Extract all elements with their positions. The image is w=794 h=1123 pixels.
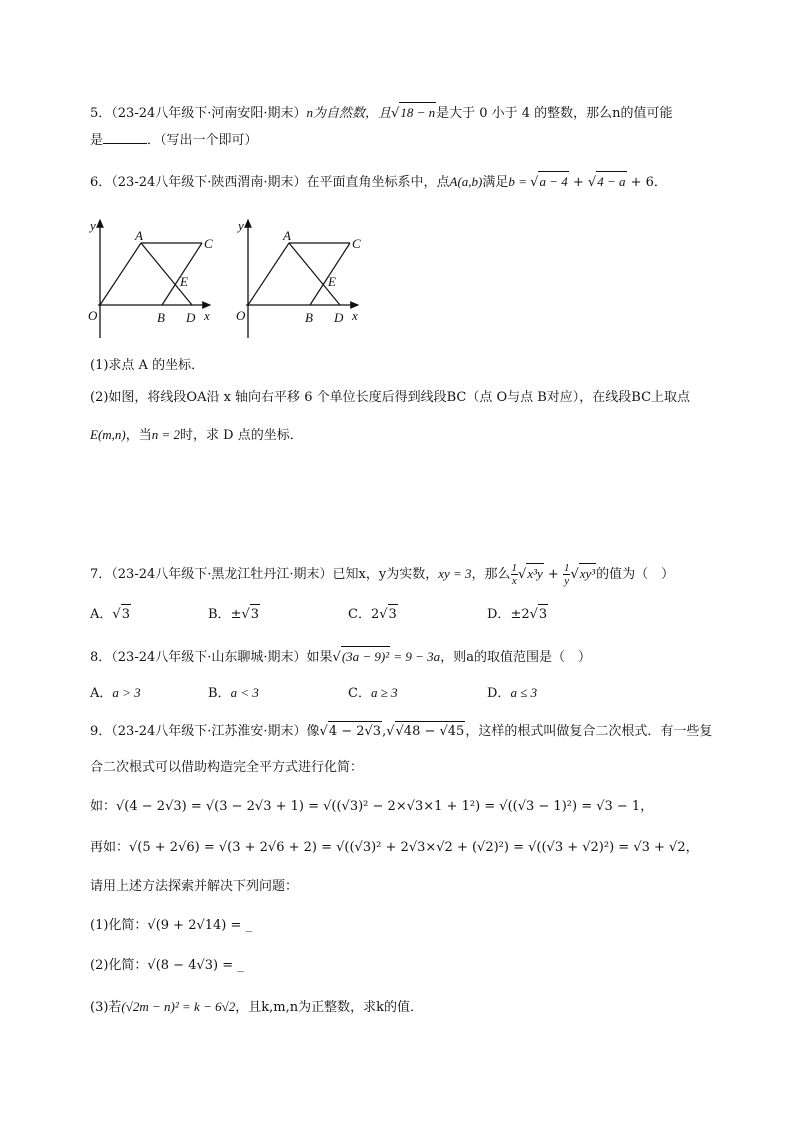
option-label: D． [487, 607, 511, 622]
q9-part-1 [90, 916, 252, 936]
q5-text-a: n为自然数，且 [306, 105, 392, 120]
q8-eq: = 9 − 3a [390, 649, 441, 664]
q6-part1: (1)求点 A 的坐标． [90, 358, 205, 373]
figure-right [236, 218, 361, 338]
q5-radicand: 18 − n [399, 102, 436, 123]
q5-line2-suffix: ．（写出一个即可） [147, 133, 258, 148]
q5-text-b: 是大于 0 小于 4 的整数，那么n的值可能 [436, 106, 673, 121]
label-O: O [236, 308, 246, 323]
q9-ex-expr1: √(4 − 2√3) = √(3 − 2√3 + 1) = √((√3)² − 2×√3×1 + 1²) = √((√3 − 1)²) = √3 − 1， [116, 799, 654, 814]
q8-option-c[interactable] [348, 683, 398, 704]
option-text: a ≤ 3 [510, 685, 538, 700]
q9-p2-expr: √(8 − 4√3) = _ [147, 958, 244, 973]
label-E: E [180, 274, 188, 289]
segment-OA [100, 243, 141, 305]
q6-plus: + [568, 175, 588, 190]
q9-example-line-1 [90, 797, 653, 817]
q6-part2-cond: n = 2 [151, 427, 181, 442]
q9-line-2: 合二次根式可以借助构造完全平方式进行化简： [90, 760, 364, 775]
q7-cond: xy = 3 [438, 566, 472, 581]
q9-p1-expr: √(9 + 2√14) = _ [147, 918, 253, 933]
q8-option-d[interactable] [487, 683, 537, 704]
option-text: a > 3 [112, 685, 141, 700]
label-y: y [90, 218, 96, 233]
option-prefix: ±2 [510, 607, 530, 622]
q6-prefix: 6．（23-24八年级下·陕西渭南·期末）在平面直角坐标系中，点 [90, 175, 450, 190]
q6-formula-lhs: b = [508, 174, 531, 189]
segment-OA [248, 243, 289, 305]
label-B: B [305, 310, 313, 325]
q7-text-mid: ，那么 [471, 567, 511, 582]
option-text: a < 3 [230, 685, 259, 700]
option-prefix: 2 [370, 607, 380, 622]
q9-p1-label: (1)化简： [90, 918, 148, 933]
q9-text-a: ，这样的根式叫做复合二次根式．有一些复 [465, 724, 713, 739]
q6-part2-line1: (2)如图，将线段OA沿 x 轴向右平移 6 个单位长度后得到线段BC（点 O与点 B对应），在线段BC上取点 [90, 390, 691, 405]
label-C: C [204, 236, 213, 251]
q6-rad1: a − 4 [538, 171, 568, 192]
q7-frac1 [511, 562, 519, 587]
option-label: B． [208, 607, 231, 622]
q7-option-d[interactable] [487, 604, 548, 625]
question-7-line-1 [90, 562, 674, 587]
label-C: C [352, 236, 361, 251]
q9-example-2: √48 − √45 [395, 721, 466, 742]
q8-prefix: 8．（23-24八年级下·山东聊城·期末）如果 [90, 650, 333, 665]
question-9-line-1 [90, 721, 712, 742]
option-radicand: 3 [388, 604, 398, 625]
q8-rad: (3a − 9)² [341, 646, 390, 667]
q7-frac2-den: y [564, 575, 570, 587]
option-radicand: 3 [538, 604, 548, 625]
q6-figure [84, 210, 374, 342]
q7-option-b[interactable] [208, 604, 260, 625]
option-label: B． [208, 686, 231, 701]
q7-option-a[interactable] [90, 604, 131, 625]
q8-tail: ，则a的取值范围是（ ） [440, 650, 591, 665]
q7-tail: 的值为（ ） [596, 567, 675, 582]
label-A: A [283, 228, 291, 243]
label-E: E [328, 274, 336, 289]
q5-prefix: 5．（23-24八年级下·河南安阳·期末） [90, 106, 307, 121]
q6-point: A(a,b) [449, 174, 483, 189]
q9-example-1: 4 − 2√3 [328, 721, 382, 742]
q9-ex-label1: 如： [90, 799, 117, 814]
q7-frac1-den: x [511, 575, 517, 587]
q9-p3-label: (3)若 [90, 1000, 122, 1015]
option-radicand: 3 [250, 604, 260, 625]
label-B: B [157, 310, 165, 325]
label-x: x [204, 308, 210, 323]
label-A: A [135, 228, 143, 243]
figure-left [88, 218, 213, 338]
q7-frac1-num: 1 [511, 562, 518, 574]
q6-part2-line2 [90, 425, 303, 446]
q6-rad2: 4 − a [596, 171, 626, 192]
q9-prefix: 9．（23-24八年级下·江苏淮安·期末）像 [90, 724, 320, 739]
option-label: A． [90, 607, 113, 622]
option-label: D． [487, 686, 511, 701]
q7-plus: + [543, 567, 563, 582]
q7-rad2: xy³ [579, 563, 596, 584]
label-x: x [352, 308, 358, 323]
q9-example-line-2 [90, 838, 699, 858]
q9-instruction: 请用上述方法探索并解决下列问题： [90, 879, 299, 894]
q9-p3-expr: (√2m − n)² = k − 6√2 [121, 999, 236, 1014]
q9-part-2 [90, 956, 244, 976]
q5-line2-prefix: 是 [90, 133, 104, 148]
q9-p2-label: (2)化简： [90, 958, 148, 973]
question-5-line-1 [90, 102, 673, 124]
q7-option-c[interactable] [348, 604, 398, 625]
q7-rad1: x³y [526, 563, 543, 584]
option-text: a ≥ 3 [370, 685, 398, 700]
q8-option-b[interactable] [208, 683, 259, 704]
q9-part-3 [90, 997, 423, 1018]
question-5-line-2 [90, 131, 258, 151]
q7-prefix: 7．（23-24八年级下·黑龙江牡丹江·期末）已知x，y为实数， [90, 567, 439, 582]
q9-ex-expr2: √(5 + 2√6) = √(3 + 2√6 + 2) = √((√3)² + 2√3×√2 + (√2)²) = √((√3 + √2)²) = √3 + √2， [129, 840, 699, 855]
q5-answer-blank [103, 131, 147, 144]
option-label: A． [90, 686, 113, 701]
question-8-line-1 [90, 646, 591, 668]
q5-radical [391, 106, 436, 121]
q8-option-a[interactable] [90, 683, 141, 704]
question-6-line-1 [90, 171, 667, 193]
q7-frac2-num: 1 [563, 562, 570, 574]
option-label: C． [348, 686, 371, 701]
q9-sep: , [382, 724, 387, 739]
q6-text-mid: 满足 [482, 175, 509, 190]
option-prefix: ± [230, 607, 242, 622]
label-O: O [88, 308, 98, 323]
option-label: C． [348, 607, 371, 622]
q6-part2-ask: 时，求 D 点的坐标． [180, 428, 303, 443]
q6-tail: + 6． [626, 175, 667, 190]
option-radicand: 3 [121, 604, 131, 625]
q6-part2-when: ，当 [125, 428, 152, 443]
q9-ex-label2: 再如： [90, 840, 130, 855]
q9-p3-tail: ，且k,m,n为正整数，求k的值． [235, 1000, 423, 1015]
label-D: D [186, 310, 196, 325]
label-D: D [334, 310, 344, 325]
label-y: y [238, 218, 244, 233]
q6-point-E: E(m,n) [90, 427, 126, 442]
